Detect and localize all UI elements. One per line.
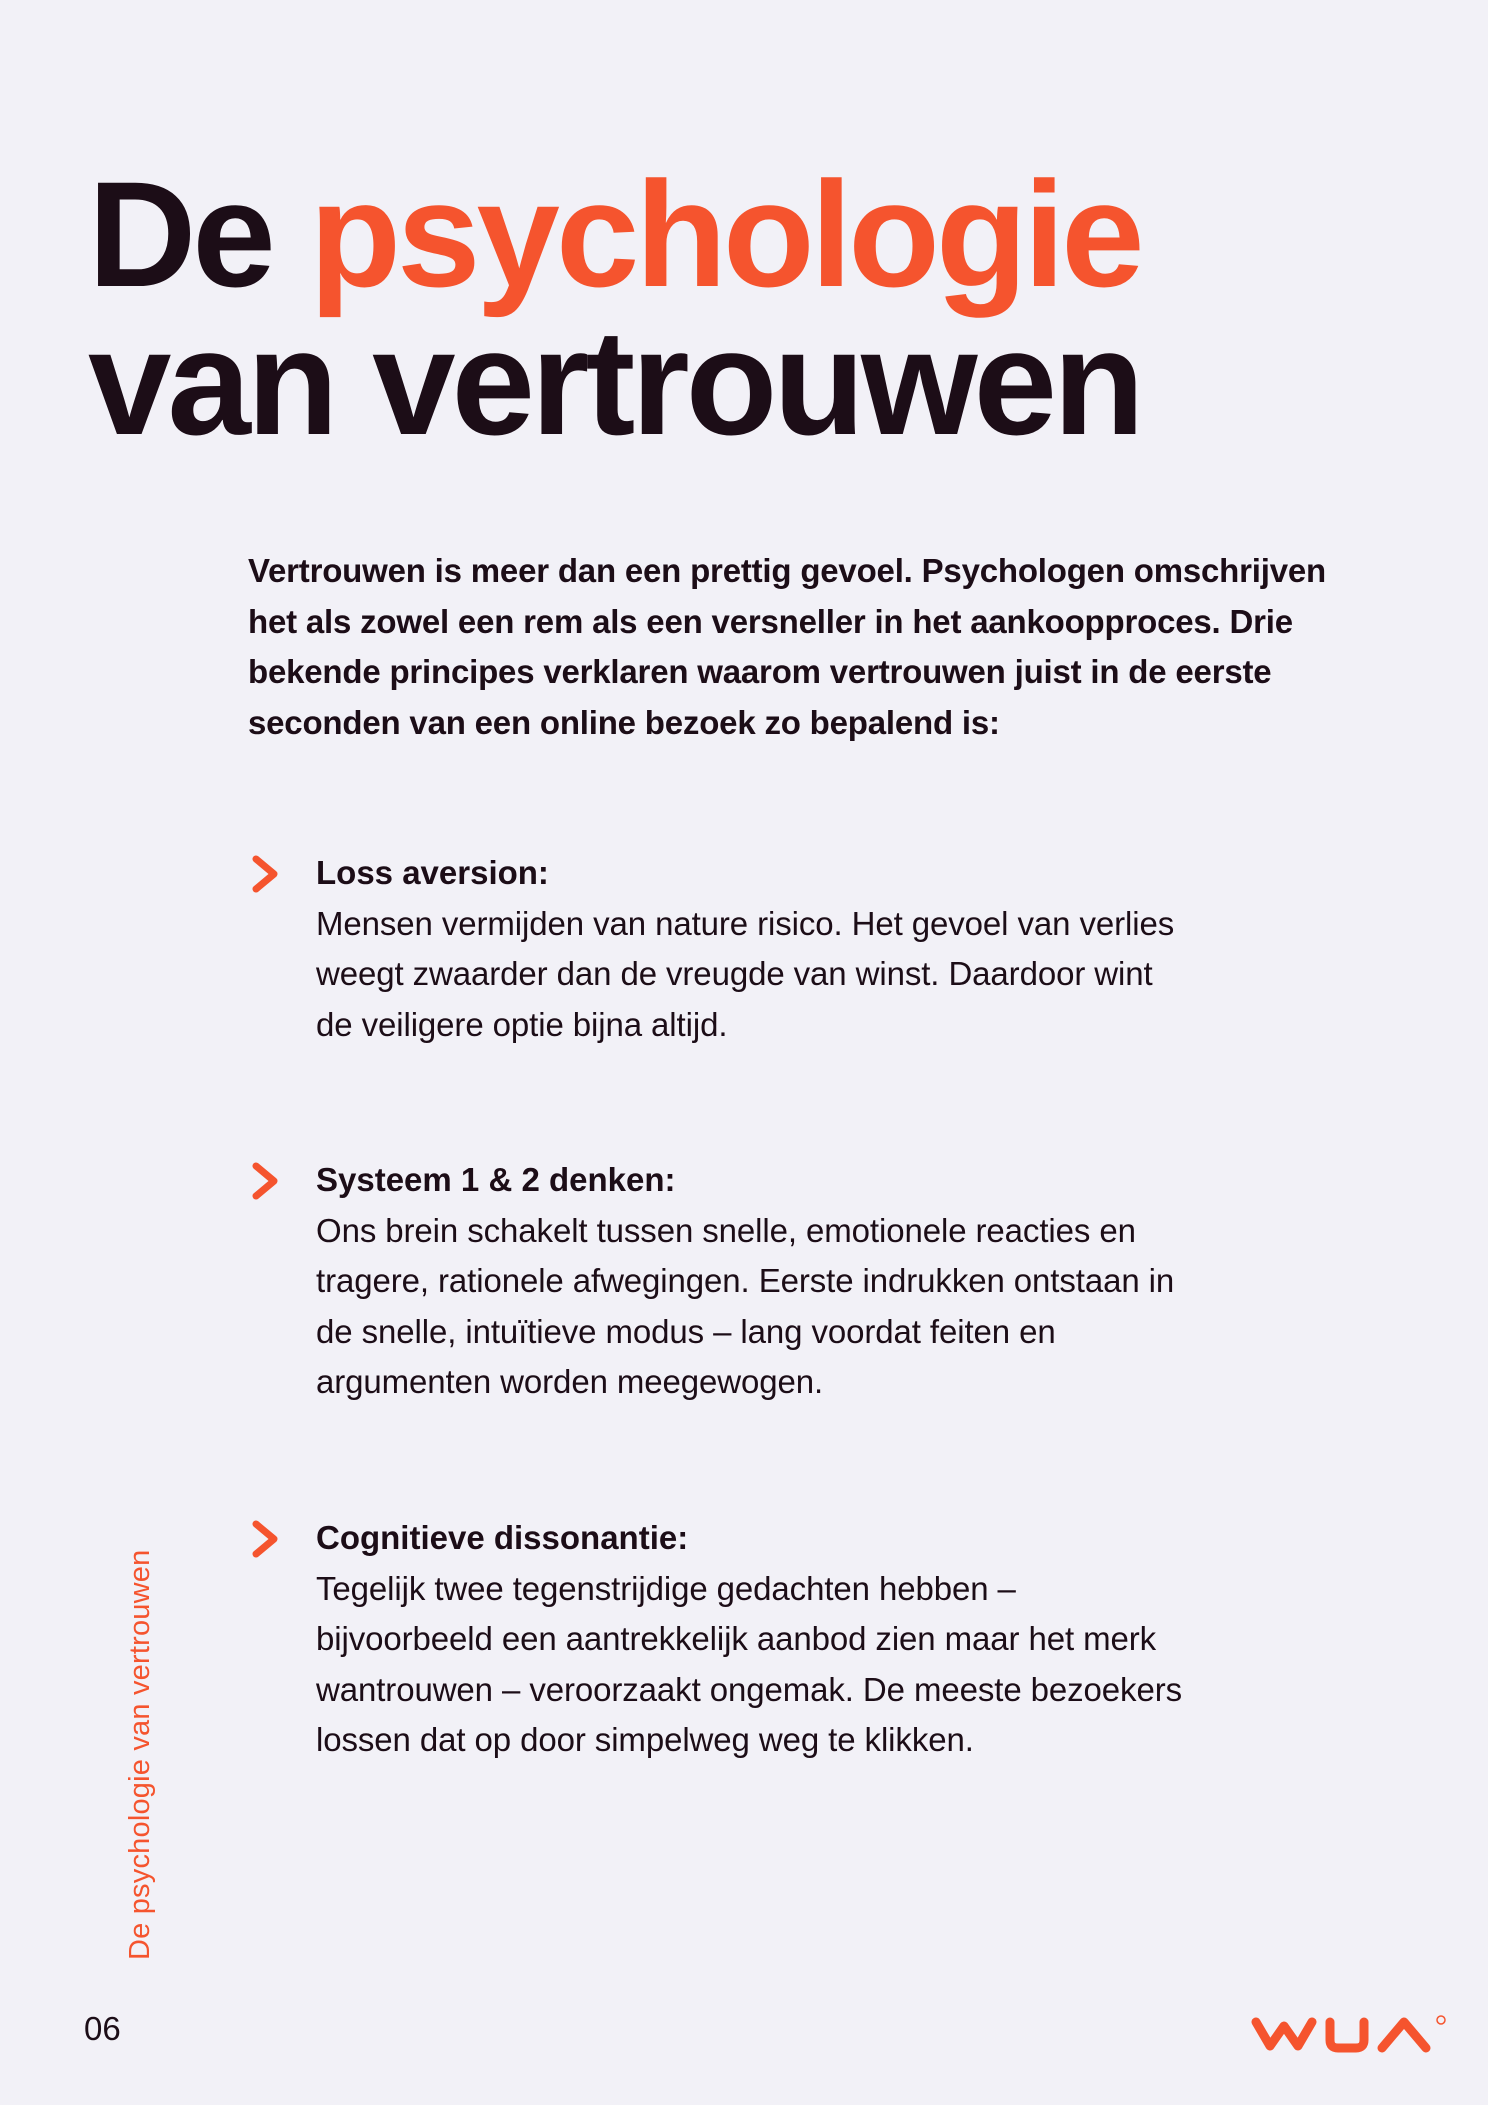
chevron-right-icon: [248, 854, 282, 894]
principle-title: Cognitieve dissonantie:: [316, 1519, 689, 1556]
principle-body: Mensen vermijden van nature risico. Het gevoel van verlies weegt zwaarder dan de vreugde van winst. Daardoor wint de veiligere optie bijna altijd.: [316, 904, 1175, 1043]
page-title: [88, 150, 1141, 466]
title-highlight: psychologie: [309, 150, 1141, 318]
chevron-right-icon: [248, 1161, 282, 1201]
title-line-2: van vertrouwen: [88, 298, 1141, 466]
page-number: 06: [84, 2010, 121, 2047]
chevron-right-icon: [248, 1519, 282, 1559]
principle-title: Systeem 1 & 2 denken:: [316, 1161, 676, 1198]
principle-systeem-denken: [248, 1155, 1208, 1408]
principle-body: Tegelijk twee tegenstrijdige gedachten hebben – bijvoorbeeld een aantrekkelijk aanbod zien maar het merk wantrouwen – veroorzaakt ongemak. De meeste bezoekers lossen dat op door simpelweg weg te klikken.: [316, 1569, 1182, 1758]
principle-cognitieve-dissonantie: [248, 1513, 1208, 1766]
wua-logo: [1250, 2012, 1448, 2056]
principle-loss-aversion: [248, 848, 1208, 1050]
section-side-label: De psychologie van vertrouwen: [124, 1549, 156, 1960]
title-line-1: [88, 150, 1141, 318]
title-word: De: [88, 150, 272, 318]
principle-title: Loss aversion:: [316, 854, 549, 891]
principle-body: Ons brein schakelt tussen snelle, emotionele reacties en tragere, rationele afwegingen. Eerste indrukken ontstaan in de snelle, intuïtieve modus – lang voordat feiten en argumenten worden meegewogen.: [316, 1211, 1175, 1400]
intro-paragraph: Vertrouwen is meer dan een prettig gevoel. Psychologen omschrijven het als zowel een rem als een versneller in het aankoopproces. Drie bekende principes verklaren waarom vertrouwen juist in de eerste seconden van een online bezoek zo bepalend is:: [248, 552, 1326, 741]
